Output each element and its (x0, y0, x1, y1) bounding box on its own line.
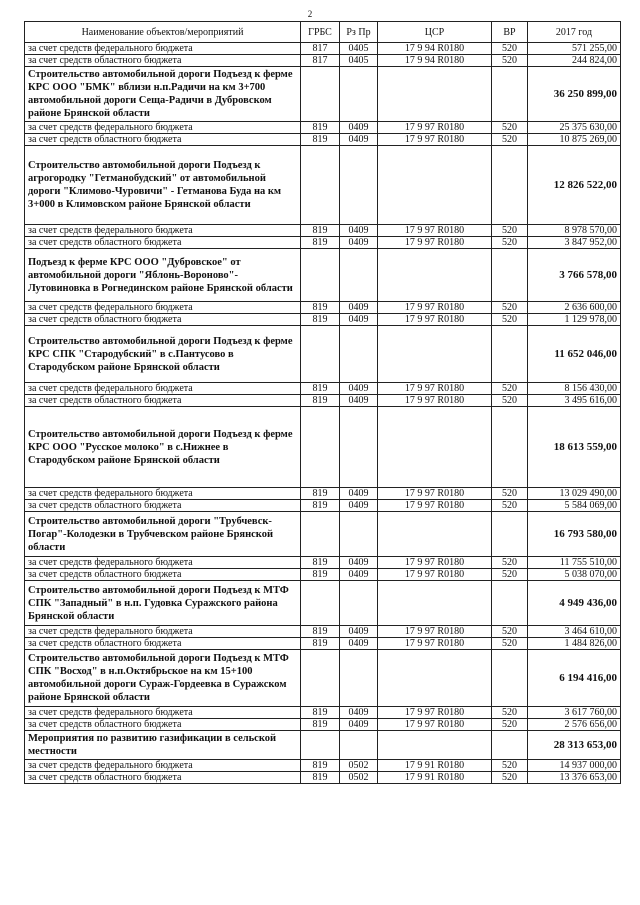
cell-amount: 28 313 653,00 (528, 731, 621, 760)
funding-row (25, 569, 621, 581)
budget-table (24, 21, 621, 784)
object-row (25, 650, 621, 707)
funding-row (25, 719, 621, 731)
cell-amount: 3 464 610,00 (528, 626, 621, 638)
cell-amount: 244 824,00 (528, 55, 621, 67)
cell-rzpr (340, 731, 378, 760)
cell-rzpr: 0409 (340, 569, 378, 581)
cell-name: Строительство автомобильной дороги Подъезд к МТФ СПК "Западный" в н.п. Гудовка Суражского района Брянской области (25, 581, 301, 626)
cell-vr: 520 (492, 383, 528, 395)
cell-rzpr: 0409 (340, 500, 378, 512)
cell-amount: 13 376 653,00 (528, 772, 621, 784)
funding-row (25, 225, 621, 237)
cell-rzpr: 0409 (340, 134, 378, 146)
cell-amount: 10 875 269,00 (528, 134, 621, 146)
cell-name: за счет средств областного бюджета (25, 395, 301, 407)
cell-csr: 17 9 97 R0180 (378, 225, 492, 237)
cell-grbs: 819 (301, 237, 340, 249)
cell-rzpr: 0409 (340, 314, 378, 326)
cell-grbs (301, 512, 340, 557)
funding-row (25, 55, 621, 67)
cell-vr (492, 581, 528, 626)
cell-name: за счет средств областного бюджета (25, 569, 301, 581)
cell-vr: 520 (492, 225, 528, 237)
cell-rzpr (340, 326, 378, 383)
cell-grbs: 819 (301, 395, 340, 407)
cell-amount: 18 613 559,00 (528, 407, 621, 488)
funding-row (25, 500, 621, 512)
cell-csr (378, 512, 492, 557)
col-header-vr: ВР (492, 22, 528, 43)
cell-csr: 17 9 91 R0180 (378, 772, 492, 784)
cell-vr (492, 650, 528, 707)
cell-rzpr: 0409 (340, 225, 378, 237)
cell-amount: 5 038 070,00 (528, 569, 621, 581)
col-header-rzpr: Рз Пр (340, 22, 378, 43)
cell-grbs (301, 249, 340, 302)
cell-vr: 520 (492, 302, 528, 314)
table-header-row (25, 22, 621, 43)
object-row (25, 326, 621, 383)
cell-vr: 520 (492, 772, 528, 784)
cell-vr (492, 326, 528, 383)
cell-csr (378, 581, 492, 626)
cell-name: за счет средств областного бюджета (25, 500, 301, 512)
cell-grbs: 819 (301, 122, 340, 134)
cell-amount: 3 766 578,00 (528, 249, 621, 302)
cell-rzpr: 0409 (340, 638, 378, 650)
cell-grbs: 819 (301, 626, 340, 638)
object-row (25, 581, 621, 626)
cell-amount: 8 978 570,00 (528, 225, 621, 237)
cell-vr (492, 512, 528, 557)
cell-grbs: 819 (301, 314, 340, 326)
cell-csr: 17 9 97 R0180 (378, 557, 492, 569)
cell-name: Подъезд к ферме КРС ООО "Дубровское" от автомобильной дороги "Яблонь-Вороново"-Лутовиновка в Рогнединском районе Брянской области (25, 249, 301, 302)
cell-grbs: 817 (301, 55, 340, 67)
cell-rzpr: 0409 (340, 719, 378, 731)
cell-csr (378, 326, 492, 383)
cell-rzpr (340, 512, 378, 557)
cell-vr: 520 (492, 569, 528, 581)
cell-amount: 571 255,00 (528, 43, 621, 55)
cell-csr: 17 9 97 R0180 (378, 638, 492, 650)
cell-vr: 520 (492, 707, 528, 719)
cell-name: за счет средств областного бюджета (25, 134, 301, 146)
cell-name: за счет средств областного бюджета (25, 719, 301, 731)
funding-row (25, 383, 621, 395)
cell-amount: 2 636 600,00 (528, 302, 621, 314)
cell-name: за счет средств областного бюджета (25, 55, 301, 67)
cell-amount: 2 576 656,00 (528, 719, 621, 731)
cell-csr (378, 650, 492, 707)
cell-grbs: 819 (301, 719, 340, 731)
cell-grbs (301, 67, 340, 122)
cell-name: за счет средств областного бюджета (25, 638, 301, 650)
cell-grbs: 819 (301, 383, 340, 395)
object-row (25, 146, 621, 225)
cell-csr: 17 9 97 R0180 (378, 122, 492, 134)
cell-name: за счет средств федерального бюджета (25, 383, 301, 395)
cell-name: Строительство автомобильной дороги Подъезд к ферме КРС ООО "БМК" вблизи н.п.Радичи на км 3+700 автомобильной дороги Сеща-Радичи в Дубровском районе Брянской области (25, 67, 301, 122)
cell-csr (378, 249, 492, 302)
cell-csr (378, 407, 492, 488)
page-number: 2 (307, 9, 313, 19)
cell-name: за счет средств федерального бюджета (25, 488, 301, 500)
cell-rzpr: 0409 (340, 557, 378, 569)
cell-vr: 520 (492, 500, 528, 512)
funding-row (25, 626, 621, 638)
cell-vr: 520 (492, 55, 528, 67)
cell-vr: 520 (492, 760, 528, 772)
cell-amount: 12 826 522,00 (528, 146, 621, 225)
funding-row (25, 488, 621, 500)
cell-amount: 6 194 416,00 (528, 650, 621, 707)
cell-csr: 17 9 97 R0180 (378, 488, 492, 500)
cell-csr: 17 9 97 R0180 (378, 569, 492, 581)
cell-name: за счет средств федерального бюджета (25, 707, 301, 719)
cell-csr: 17 9 97 R0180 (378, 626, 492, 638)
cell-csr (378, 67, 492, 122)
cell-csr: 17 9 97 R0180 (378, 134, 492, 146)
cell-grbs: 819 (301, 500, 340, 512)
cell-vr: 520 (492, 395, 528, 407)
cell-vr (492, 731, 528, 760)
cell-name: Мероприятия по развитию газификации в сельской местности (25, 731, 301, 760)
cell-name: за счет средств федерального бюджета (25, 760, 301, 772)
cell-rzpr: 0409 (340, 488, 378, 500)
cell-rzpr: 0502 (340, 760, 378, 772)
cell-vr: 520 (492, 237, 528, 249)
cell-csr: 17 9 97 R0180 (378, 302, 492, 314)
cell-csr: 17 9 97 R0180 (378, 707, 492, 719)
cell-name: за счет средств федерального бюджета (25, 302, 301, 314)
funding-row (25, 237, 621, 249)
cell-rzpr: 0409 (340, 395, 378, 407)
cell-amount: 5 584 069,00 (528, 500, 621, 512)
cell-name: за счет средств федерального бюджета (25, 557, 301, 569)
cell-grbs: 819 (301, 302, 340, 314)
funding-row (25, 707, 621, 719)
col-header-name: Наименование объектов/мероприятий (25, 22, 301, 43)
funding-row (25, 43, 621, 55)
funding-row (25, 134, 621, 146)
cell-amount: 1 129 978,00 (528, 314, 621, 326)
cell-name: Строительство автомобильной дороги Подъезд к ферме КРС ООО "Русское молоко" в с.Нижнее в Стародубском районе Брянской области (25, 407, 301, 488)
cell-grbs (301, 146, 340, 225)
object-row (25, 407, 621, 488)
cell-vr (492, 146, 528, 225)
object-row (25, 731, 621, 760)
cell-rzpr: 0409 (340, 302, 378, 314)
cell-csr: 17 9 97 R0180 (378, 237, 492, 249)
cell-rzpr (340, 650, 378, 707)
cell-grbs (301, 407, 340, 488)
cell-rzpr (340, 249, 378, 302)
cell-name: за счет средств федерального бюджета (25, 626, 301, 638)
cell-grbs: 817 (301, 43, 340, 55)
funding-row (25, 122, 621, 134)
col-header-csr: ЦСР (378, 22, 492, 43)
cell-name: за счет средств федерального бюджета (25, 225, 301, 237)
funding-row (25, 638, 621, 650)
cell-csr: 17 9 97 R0180 (378, 395, 492, 407)
cell-name: за счет средств федерального бюджета (25, 43, 301, 55)
cell-rzpr (340, 581, 378, 626)
cell-grbs: 819 (301, 638, 340, 650)
cell-csr (378, 146, 492, 225)
cell-rzpr: 0405 (340, 55, 378, 67)
cell-amount: 11 755 510,00 (528, 557, 621, 569)
cell-amount: 11 652 046,00 (528, 326, 621, 383)
cell-amount: 3 495 616,00 (528, 395, 621, 407)
cell-name: Строительство автомобильной дороги "Трубчевск-Погар"-Колодезки в Трубчевском районе Брянской области (25, 512, 301, 557)
cell-vr: 520 (492, 638, 528, 650)
cell-csr: 17 9 97 R0180 (378, 314, 492, 326)
cell-rzpr (340, 146, 378, 225)
funding-row (25, 772, 621, 784)
cell-grbs: 819 (301, 569, 340, 581)
cell-grbs (301, 581, 340, 626)
cell-name: за счет средств областного бюджета (25, 237, 301, 249)
cell-vr (492, 67, 528, 122)
cell-amount: 13 029 490,00 (528, 488, 621, 500)
col-header-grbs: ГРБС (301, 22, 340, 43)
cell-name: за счет средств областного бюджета (25, 314, 301, 326)
col-header-year: 2017 год (528, 22, 621, 43)
cell-name: за счет средств областного бюджета (25, 772, 301, 784)
cell-csr: 17 9 97 R0180 (378, 719, 492, 731)
cell-csr: 17 9 97 R0180 (378, 383, 492, 395)
cell-vr (492, 407, 528, 488)
cell-csr (378, 731, 492, 760)
cell-grbs: 819 (301, 760, 340, 772)
funding-row (25, 314, 621, 326)
cell-vr: 520 (492, 626, 528, 638)
cell-rzpr: 0409 (340, 122, 378, 134)
cell-amount: 1 484 826,00 (528, 638, 621, 650)
cell-csr: 17 9 94 R0180 (378, 43, 492, 55)
cell-csr: 17 9 97 R0180 (378, 500, 492, 512)
cell-amount: 3 617 760,00 (528, 707, 621, 719)
object-row (25, 67, 621, 122)
cell-vr: 520 (492, 314, 528, 326)
cell-vr: 520 (492, 488, 528, 500)
cell-vr: 520 (492, 719, 528, 731)
cell-rzpr: 0409 (340, 626, 378, 638)
cell-name: за счет средств федерального бюджета (25, 122, 301, 134)
funding-row (25, 557, 621, 569)
cell-amount: 36 250 899,00 (528, 67, 621, 122)
cell-rzpr: 0409 (340, 707, 378, 719)
cell-grbs: 819 (301, 488, 340, 500)
cell-grbs: 819 (301, 707, 340, 719)
cell-amount: 16 793 580,00 (528, 512, 621, 557)
cell-vr: 520 (492, 134, 528, 146)
cell-csr: 17 9 94 R0180 (378, 55, 492, 67)
cell-rzpr (340, 67, 378, 122)
cell-grbs: 819 (301, 134, 340, 146)
cell-rzpr: 0502 (340, 772, 378, 784)
cell-grbs (301, 326, 340, 383)
cell-grbs (301, 650, 340, 707)
cell-name: Строительство автомобильной дороги Подъезд к ферме КРС СПК "Стародубский" в с.Пантусово в Стародубском районе Брянской области (25, 326, 301, 383)
cell-amount: 8 156 430,00 (528, 383, 621, 395)
cell-grbs: 819 (301, 772, 340, 784)
cell-amount: 14 937 000,00 (528, 760, 621, 772)
cell-grbs: 819 (301, 225, 340, 237)
cell-csr: 17 9 91 R0180 (378, 760, 492, 772)
cell-rzpr: 0409 (340, 237, 378, 249)
cell-amount: 3 847 952,00 (528, 237, 621, 249)
funding-row (25, 395, 621, 407)
cell-grbs (301, 731, 340, 760)
cell-rzpr: 0405 (340, 43, 378, 55)
cell-name: Строительство автомобильной дороги Подъезд к агрогородку "Гетманобудский" от автомобильной дороги "Климово-Чуровичи" - Гетманова Буда на км 3+000 в Климовском районе Брянской области (25, 146, 301, 225)
cell-grbs: 819 (301, 557, 340, 569)
cell-vr: 520 (492, 122, 528, 134)
cell-amount: 25 375 630,00 (528, 122, 621, 134)
cell-vr (492, 249, 528, 302)
funding-row (25, 302, 621, 314)
funding-row (25, 760, 621, 772)
cell-vr: 520 (492, 43, 528, 55)
object-row (25, 512, 621, 557)
cell-vr: 520 (492, 557, 528, 569)
cell-rzpr (340, 407, 378, 488)
cell-amount: 4 949 436,00 (528, 581, 621, 626)
object-row (25, 249, 621, 302)
cell-name: Строительство автомобильной дороги Подъезд к МТФ СПК "Восход" в н.п.Октябрьское на км 15+100 автомобильной дороги Сураж-Гордеевка в Суражском районе Брянской области (25, 650, 301, 707)
cell-rzpr: 0409 (340, 383, 378, 395)
